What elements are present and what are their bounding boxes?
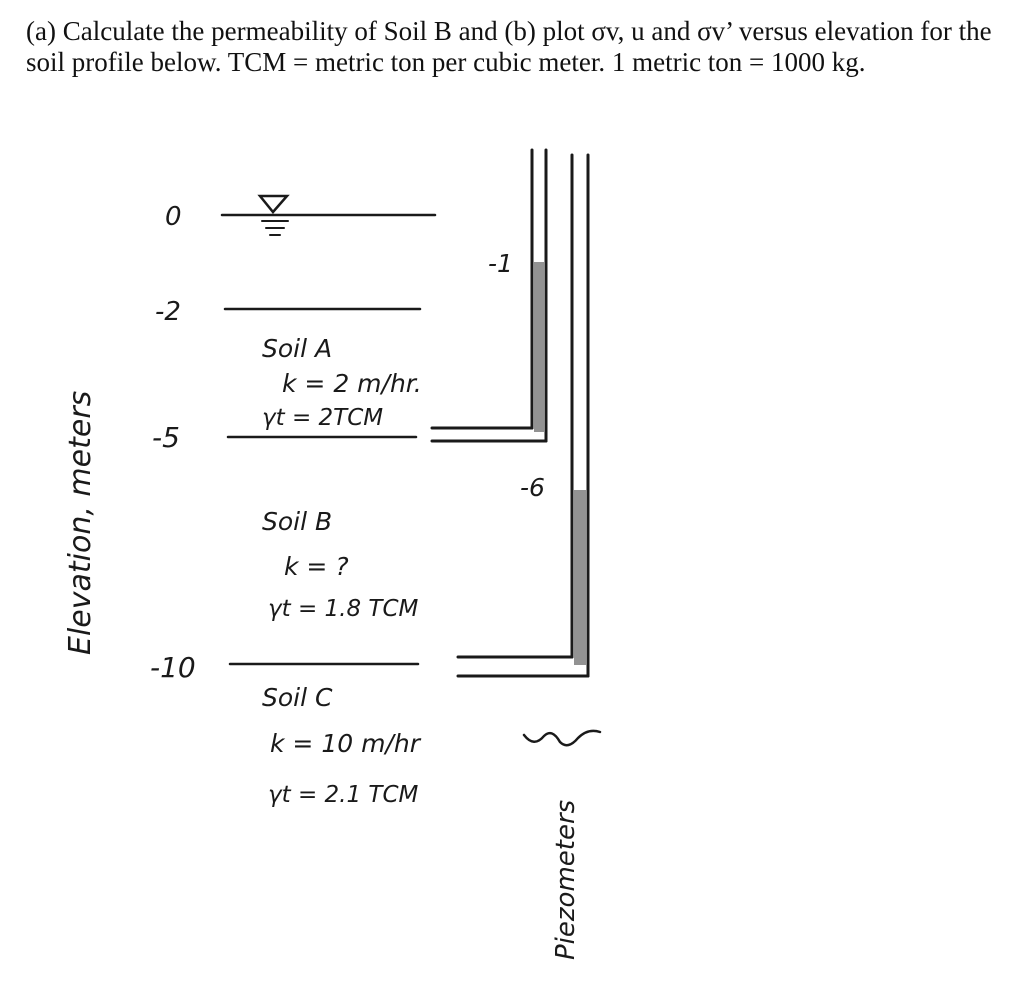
soil-a-name: Soil A — [262, 334, 333, 363]
soil-a-k: k = 2 m/hr. — [282, 369, 422, 398]
soil-c-name: Soil C — [262, 683, 333, 712]
elevation-axis-label: Elevation, meters — [63, 390, 98, 655]
soil-b-k: k = ? — [284, 552, 349, 581]
elevation-label-0: 0 — [165, 202, 182, 232]
soil-c-gamma: γt = 2.1 TCM — [268, 782, 419, 808]
problem-statement: (a) Calculate the permeability of Soil B and (b) plot σv, u and σv’ versus elevation for the soil profile below. TCM = metric ton per cubic meter. 1 metric ton = 1000 kg. — [26, 16, 992, 77]
piezometer-2 — [458, 155, 588, 676]
piezometer-1 — [432, 150, 546, 441]
soil-b-gamma: γt = 1.8 TCM — [268, 596, 419, 622]
piezometer-2-reading: -6 — [520, 473, 545, 502]
elevation-label-minus-2: -2 — [155, 297, 181, 327]
piezometer-1-reading: -1 — [488, 249, 513, 278]
elevation-label-minus-5: -5 — [152, 421, 180, 454]
soil-b-name: Soil B — [262, 507, 333, 536]
soil-a-gamma: γt = 2TCM — [262, 405, 384, 431]
elevation-label-minus-10: -10 — [150, 651, 196, 684]
soil-c-k: k = 10 m/hr — [270, 729, 420, 758]
piezometers-brace — [524, 731, 600, 745]
piezometers-label: Piezometers — [551, 799, 581, 960]
